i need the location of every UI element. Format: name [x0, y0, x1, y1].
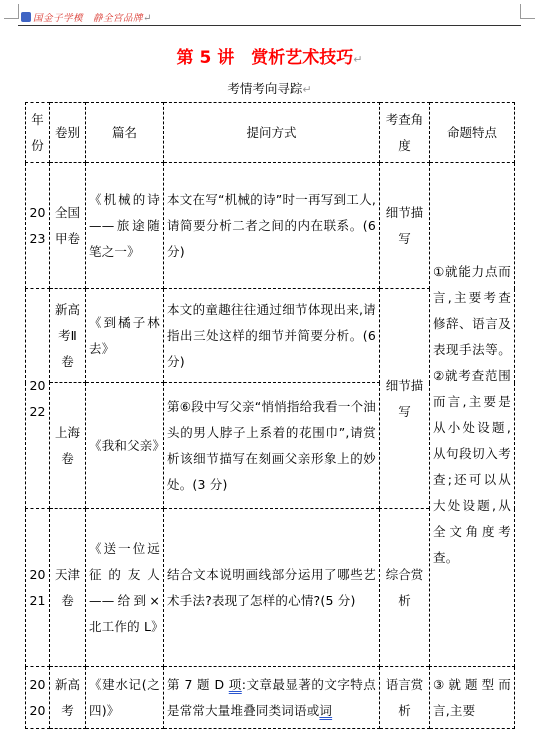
cell-question: 本文在写“机械的诗”时一再写到工人,请简要分析二者之间的内在联系。(6 分)	[164, 163, 380, 289]
cell-question: 结合文本说明画线部分运用了哪些艺术手法?表现了怎样的心情?(5 分)	[164, 509, 380, 667]
header-year: 年份	[26, 103, 50, 163]
cell-paper: 新高考Ⅱ卷	[50, 289, 86, 383]
cell-year: 2020	[26, 667, 50, 729]
underlined-text: 项	[228, 676, 242, 692]
cell-paper: 全国甲卷	[50, 163, 86, 289]
exam-analysis-table	[25, 102, 515, 729]
logo-text-1: 国金子学模	[33, 13, 84, 24]
paragraph-mark-icon: ↵	[143, 13, 152, 24]
cell-text: 《机械的诗——旅途随笔之一》	[86, 163, 164, 289]
header-logo	[21, 10, 152, 24]
header-rule	[18, 25, 521, 26]
cell-text: 《我和父亲》	[86, 383, 164, 509]
cell-question: 本文的童趣往往通过细节体现出来,请指出三处这样的细节并简要分析。(6 分)	[164, 289, 380, 383]
cell-question	[164, 667, 380, 729]
cell-features: ③就题型而言,主要	[430, 667, 515, 729]
underlined-text: 词	[319, 702, 333, 718]
cell-angle: 细节描写	[380, 163, 430, 289]
page-corner-mark	[520, 4, 535, 19]
paragraph-mark-icon: ↵	[302, 83, 312, 96]
page-title	[0, 43, 539, 68]
table-row	[26, 667, 515, 729]
cell-text: 《建水记(之四)》	[86, 667, 164, 729]
cell-text: 《送一位远征的友人——给到×北工作的 L》	[86, 509, 164, 667]
brand-icon	[21, 12, 31, 22]
cell-year: 2022	[26, 289, 50, 509]
page-title-text: 第 5 讲 赏析艺术技巧	[176, 48, 354, 68]
question-text: 第 7 题 D	[167, 676, 229, 692]
header-paper: 卷别	[50, 103, 86, 163]
table-row	[26, 163, 515, 289]
question-text: :文章最显著的文字特点是常常大量堆叠同类词语或	[167, 676, 376, 718]
header-features: 命题特点	[430, 103, 515, 163]
cell-paper: 上海卷	[50, 383, 86, 509]
cell-text: 《到橘子林去》	[86, 289, 164, 383]
cell-paper: 天津卷	[50, 509, 86, 667]
header-question: 提问方式	[164, 103, 380, 163]
cell-paper: 新高考	[50, 667, 86, 729]
section-subtitle-text: 考情考向寻踪	[227, 81, 303, 96]
header-text: 篇名	[86, 103, 164, 163]
cell-year: 2023	[26, 163, 50, 289]
cell-year: 2021	[26, 509, 50, 667]
cell-angle: 语言赏析	[380, 667, 430, 729]
page-corner-mark	[4, 4, 19, 19]
cell-angle: 综合赏析	[380, 509, 430, 667]
logo-text-2: 静全宫品牌	[93, 13, 144, 24]
cell-question: 第⑥段中写父亲“悄悄指给我看一个油头的男人脖子上系着的花围巾”,请赏析该细节描写在刻画父亲形象上的妙处。(3 分)	[164, 383, 380, 509]
paragraph-mark-icon: ↵	[353, 53, 363, 66]
header-angle: 考查角度	[380, 103, 430, 163]
table-header-row	[26, 103, 515, 163]
section-subtitle	[0, 79, 539, 97]
cell-features: ①就能力点而言,主要考查修辞、语言及表现手法等。②就考查范围而言,主要是从小处设题,从句段切入考查;还可以从大处设题,从全文角度考查。	[430, 163, 515, 667]
cell-angle: 细节描写	[380, 289, 430, 509]
